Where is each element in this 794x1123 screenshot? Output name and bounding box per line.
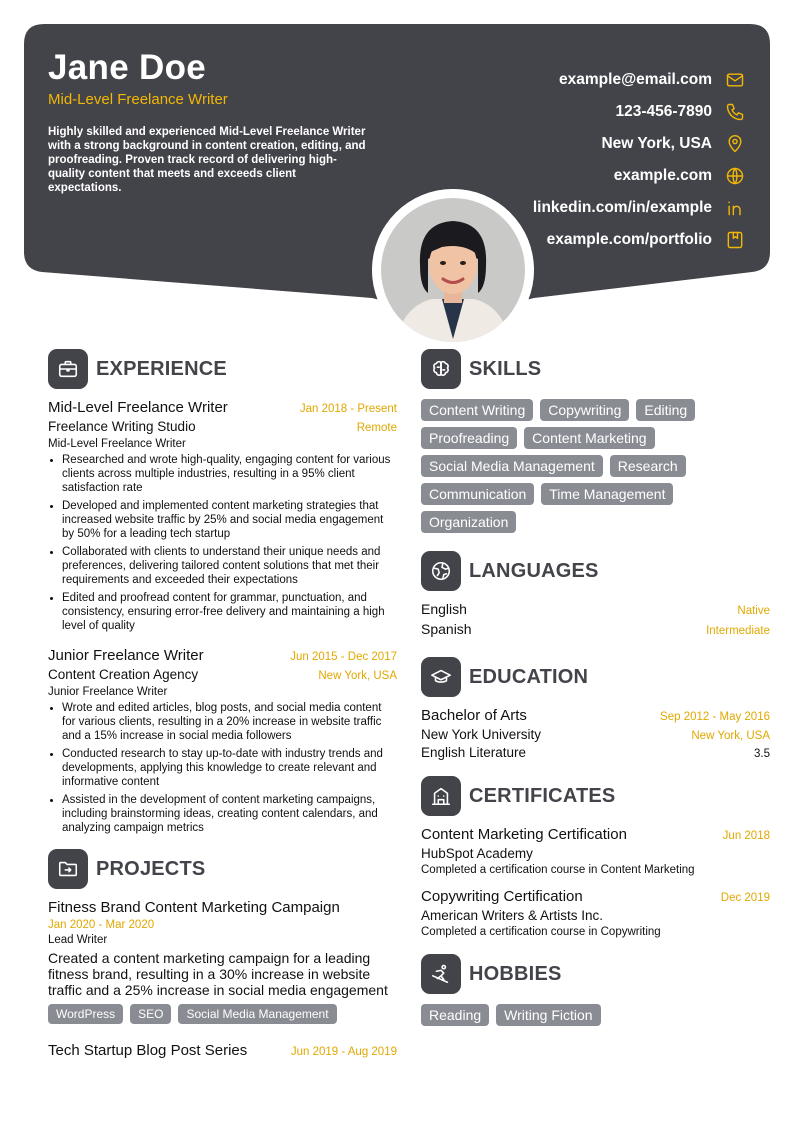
certificate-issuer: American Writers & Artists Inc. [421,908,604,923]
languages-title: LANGUAGES [469,559,599,582]
skill-tag: Proofreading [421,427,517,449]
hobby-tag: Reading [421,1004,489,1026]
contact-portfolio-text[interactable]: example.com/portfolio [546,231,712,248]
skier-icon [421,954,461,994]
certificate-date: Jun 2018 [722,830,770,842]
job-location: New York, USA [318,670,397,682]
skill-tag: Research [610,455,686,477]
location-pin-icon [724,133,746,155]
hobbies-tags [421,1004,770,1026]
skill-tag: Content Marketing [524,427,654,449]
project-title: Fitness Brand Content Marketing Campaign [48,899,340,916]
skills-header [421,349,770,389]
education-degree: Bachelor of Arts [421,707,527,724]
skills-title: SKILLS [469,357,542,380]
linkedin-icon [724,197,746,219]
certificate-issuer: HubSpot Academy [421,846,533,861]
job-title: Junior Freelance Writer [48,647,204,664]
certificate-description: Completed a certification course in Content Marketing [421,864,695,876]
project-date: Jun 2019 - Aug 2019 [290,1046,397,1058]
project-entry [48,899,397,1024]
project-title: Tech Startup Blog Post Series [48,1042,248,1059]
project-date: Jan 2020 - Mar 2020 [48,919,155,931]
job-title: Mid-Level Freelance Writer [48,399,228,416]
skill-tag: Communication [421,483,534,505]
brain-icon [421,349,461,389]
job-company: Content Creation Agency [48,667,199,682]
certificate-description: Completed a certification course in Copywriting [421,926,661,938]
contact-website-text[interactable]: example.com [613,167,712,184]
languages-header [421,551,770,591]
briefcase-icon [48,349,88,389]
right-column [421,349,770,1026]
job-bullet: Developed and implemented content marketing strategies that increased website traffic by 25% and social media engagement by 50% for a leading tech startup [48,499,397,541]
experience-header [48,349,397,389]
folder-icon [48,849,88,889]
education-school: New York University [421,727,542,742]
certificate-entry [421,826,770,876]
education-field: English Literature [421,745,527,760]
phone-icon [724,101,746,123]
education-header [421,657,770,697]
job-bullets [48,701,397,835]
language-level: Native [737,605,770,617]
job-bullet: Conducted research to stay up-to-date with industry trends and developments, applying this knowledge to create relevant and informative content [48,747,397,789]
profile-photo [372,189,534,351]
contact-website[interactable] [326,160,746,192]
projects-title: PROJECTS [96,857,206,880]
certificate-title: Copywriting Certification [421,888,583,905]
skills-tags [421,399,770,533]
hobbies-title: HOBBIES [469,962,562,985]
job-date: Jun 2015 - Dec 2017 [290,651,397,663]
language-globe-icon [421,551,461,591]
graduation-cap-icon [421,657,461,697]
job-bullets [48,453,397,633]
language-item [421,621,770,641]
skill-tag: Organization [421,511,516,533]
hobby-tag: Writing Fiction [496,1004,600,1026]
certificate-title: Content Marketing Certification [421,826,627,843]
job-entry [48,399,397,633]
skill-tag: Copywriting [540,399,629,421]
certificate-date: Dec 2019 [720,892,770,904]
language-level: Intermediate [706,625,770,637]
job-entry [48,647,397,835]
job-location: Remote [356,422,397,434]
project-description: Created a content marketing campaign for a leading fitness brand, resulting in a 30% increase in website traffic and a 25% increase in social media engagement [48,950,388,998]
language-name: English [421,601,467,617]
left-column [48,349,397,1059]
certificates-header [421,776,770,816]
project-role: Lead Writer [48,934,108,946]
education-date: Sep 2012 - May 2016 [660,711,770,723]
contact-linkedin-text[interactable]: linkedin.com/in/example [532,199,712,216]
project-tags [48,1004,397,1024]
candidate-name: Jane Doe [48,48,207,87]
skill-tag: Content Writing [421,399,533,421]
job-bullet: Researched and wrote high-quality, engaging content for various clients across multiple industries, resulting in a 95% client satisfaction rate [48,453,397,495]
skill-tag: Time Management [541,483,673,505]
language-item [421,601,770,621]
certificate-entry [421,888,770,938]
project-tag: WordPress [48,1004,123,1024]
project-tag: Social Media Management [178,1004,336,1024]
job-position: Mid-Level Freelance Writer [48,438,186,450]
education-location: New York, USA [691,730,770,742]
mail-icon [724,69,746,91]
language-name: Spanish [421,621,472,637]
job-bullet: Edited and proofread content for grammar, punctuation, and consistency, ensuring error-free delivery and maintaining a high level of quality [48,591,397,633]
bookmark-icon [724,229,746,251]
hobbies-header [421,954,770,994]
candidate-role: Mid-Level Freelance Writer [48,91,228,108]
contact-email[interactable] [326,64,746,96]
building-icon [421,776,461,816]
job-bullet: Wrote and edited articles, blog posts, and social media content for various clients, resulting in a 20% increase in website traffic and a 15% increase in social media followers [48,701,397,743]
certificates-title: CERTIFICATES [469,784,616,807]
contact-location [326,128,746,160]
projects-header [48,849,397,889]
profile-summary: Highly skilled and experienced Mid-Level Freelance Writer with a strong background in content creation, editing, and proofreading. Proven track record of delivering high-quality content that meets and exceeds client expectations. [48,126,366,194]
education-title: EDUCATION [469,665,589,688]
contact-location-text: New York, USA [601,135,712,152]
skill-tag: Editing [636,399,695,421]
project-tag: SEO [130,1004,171,1024]
globe-icon [724,165,746,187]
education-entry [421,707,770,760]
job-date: Jan 2018 - Present [299,403,397,415]
job-bullet: Collaborated with clients to understand their unique needs and preferences, delivering tailored content solutions that met their requirements and exceeded their expectations [48,545,397,587]
education-gpa: 3.5 [754,748,770,760]
job-position: Junior Freelance Writer [48,686,168,698]
contact-phone-text[interactable]: 123-456-7890 [615,103,712,120]
contact-email-text[interactable]: example@email.com [559,71,712,88]
skill-tag: Social Media Management [421,455,603,477]
experience-title: EXPERIENCE [96,357,227,380]
languages-list [421,601,770,641]
project-entry [48,1042,397,1059]
job-company: Freelance Writing Studio [48,419,196,434]
job-bullet: Assisted in the development of content marketing campaigns, including brainstorming ideas, creating content calendars, and analyzing campaign metrics [48,793,397,835]
contact-phone[interactable] [326,96,746,128]
